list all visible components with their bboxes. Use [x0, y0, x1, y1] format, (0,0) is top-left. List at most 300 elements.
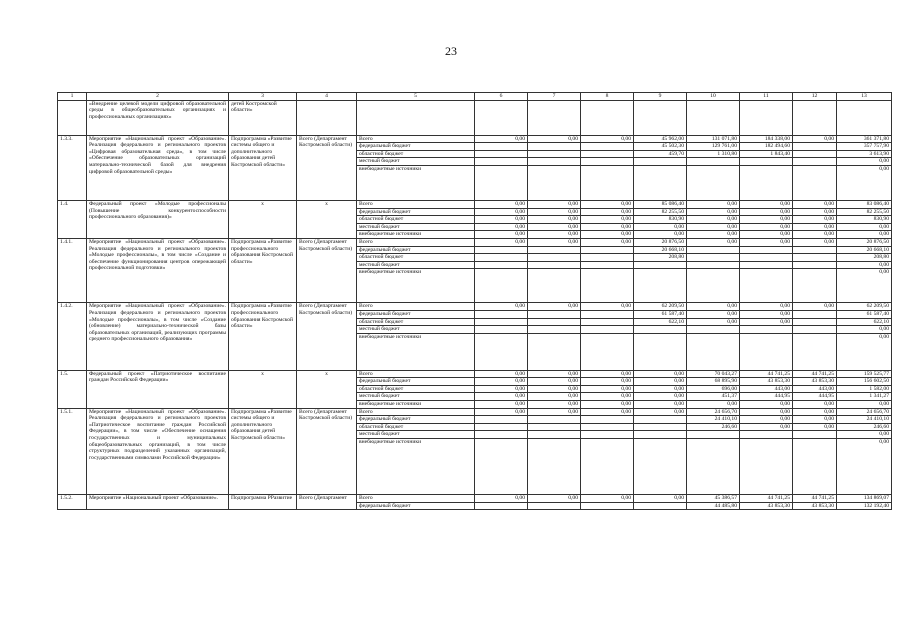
- value-cell: 0,00: [687, 200, 740, 208]
- value-cell: [528, 143, 581, 151]
- value-cell: [475, 333, 528, 370]
- value-cell: 0,00: [528, 208, 581, 216]
- value-cell: [634, 165, 687, 200]
- column-header: 12: [793, 93, 837, 101]
- source-cell: Всего: [357, 495, 475, 503]
- source-cell: федеральный бюджет: [357, 502, 475, 510]
- value-cell: 0,00: [634, 378, 687, 386]
- value-cell: [634, 158, 687, 166]
- value-cell: 0,00: [687, 238, 740, 246]
- source-cell: федеральный бюджет: [357, 246, 475, 254]
- value-cell: [581, 431, 634, 439]
- value-cell: 0,00: [581, 231, 634, 239]
- program-cell: Подпрограмма РРазвитие: [229, 495, 297, 510]
- executor-cell: Всего (Департамент Костромской области): [297, 238, 357, 302]
- value-cell: [740, 439, 793, 495]
- value-cell: 0,00: [837, 431, 892, 439]
- value-cell: 0,00: [581, 408, 634, 416]
- name-cell: Федеральный проект «Молодые профессионалы (Повышение конкурентоспособности профессионального образования)»: [87, 200, 229, 238]
- value-cell: 0,00: [634, 223, 687, 231]
- value-cell: [687, 269, 740, 303]
- code-cell: 1.5.1.: [58, 408, 87, 494]
- value-cell: 24 656,70: [837, 408, 892, 416]
- value-cell: 0,00: [740, 216, 793, 224]
- value-cell: 0,00: [837, 223, 892, 231]
- value-cell: [687, 165, 740, 200]
- value-cell: [581, 416, 634, 424]
- program-cell: Подпрограмма «Развитие профессионального образования Костромской области»: [229, 238, 297, 302]
- source-cell: областной бюджет: [357, 216, 475, 224]
- value-cell: 0,00: [634, 370, 687, 378]
- value-cell: [634, 439, 687, 495]
- name-cell: «Внедрение целевой модели цифровой образовательной среды в общеобразовательных организациях и профессиональных организациях»: [87, 100, 229, 135]
- source-cell: Всего: [357, 370, 475, 378]
- value-cell: [793, 318, 837, 326]
- source-cell: внебюджетные источники: [357, 165, 475, 200]
- source-cell: Всего: [357, 408, 475, 416]
- value-cell: [581, 254, 634, 262]
- value-cell: [475, 423, 528, 431]
- name-cell: Мероприятие «Национальный проект «Образование». Реализация федерального и регионального проектов «Молодые профессионалы», в том числе «Создание и обеспечение функционирования центров опережающей профессиональной подготовки»: [87, 238, 229, 302]
- value-cell: 20 876,50: [634, 238, 687, 246]
- value-cell: 0,00: [793, 423, 837, 431]
- value-cell: 0,00: [740, 401, 793, 409]
- value-cell: 0,00: [740, 416, 793, 424]
- value-cell: 0,00: [528, 370, 581, 378]
- value-cell: [793, 326, 837, 334]
- empty-cell: [297, 100, 357, 135]
- table-row: [58, 303, 892, 311]
- value-cell: 0,00: [581, 238, 634, 246]
- empty-cell: [793, 100, 837, 135]
- value-cell: 0,00: [634, 401, 687, 409]
- value-cell: 20 668,10: [634, 246, 687, 254]
- value-cell: [528, 502, 581, 510]
- column-header: 8: [581, 93, 634, 101]
- value-cell: 0,00: [740, 223, 793, 231]
- value-cell: [740, 326, 793, 334]
- source-cell: внебюджетные источники: [357, 231, 475, 239]
- value-cell: 82 255,50: [837, 208, 892, 216]
- value-cell: 45 386,57: [687, 495, 740, 503]
- value-cell: [581, 310, 634, 318]
- value-cell: [475, 431, 528, 439]
- value-cell: 0,00: [793, 216, 837, 224]
- value-cell: [528, 150, 581, 158]
- value-cell: 0,00: [528, 303, 581, 311]
- empty-cell: [475, 100, 528, 135]
- value-cell: 20 876,50: [837, 238, 892, 246]
- value-cell: [634, 269, 687, 303]
- value-cell: 43 853,30: [740, 378, 793, 386]
- value-cell: 696,00: [687, 385, 740, 393]
- value-cell: [687, 333, 740, 370]
- value-cell: [528, 333, 581, 370]
- value-cell: 0,00: [793, 135, 837, 143]
- value-cell: 0,00: [581, 495, 634, 503]
- source-cell: федеральный бюджет: [357, 310, 475, 318]
- value-cell: 0,00: [740, 423, 793, 431]
- source-cell: Всего: [357, 303, 475, 311]
- value-cell: 24 410,10: [687, 416, 740, 424]
- value-cell: 443,00: [740, 385, 793, 393]
- value-cell: 70 043,27: [687, 370, 740, 378]
- value-cell: [528, 246, 581, 254]
- continued-row: [58, 100, 892, 135]
- value-cell: 0,00: [475, 401, 528, 409]
- source-cell: областной бюджет: [357, 254, 475, 262]
- value-cell: 0,00: [837, 269, 892, 303]
- column-header: 6: [475, 93, 528, 101]
- value-cell: [528, 318, 581, 326]
- source-cell: федеральный бюджет: [357, 416, 475, 424]
- value-cell: 0,00: [634, 231, 687, 239]
- value-cell: 0,00: [581, 208, 634, 216]
- name-cell: Мероприятие «Национальный проект «Образование». Реализация федерального и регионального проектов «Цифровая образовательная среда», в том числе «Обеспечение образовательных организаций материально-технической базой для внедрения цифровой образовательной среды»: [87, 135, 229, 200]
- program-cell: детей Костромской области»: [229, 100, 297, 135]
- source-cell: местный бюджет: [357, 326, 475, 334]
- value-cell: 0,00: [528, 200, 581, 208]
- program-cell: Подпрограмма «Развитие системы общего и дополнительного образования детей Костромской области»: [229, 135, 297, 200]
- value-cell: [687, 431, 740, 439]
- empty-cell: [357, 100, 475, 135]
- value-cell: [634, 431, 687, 439]
- value-cell: 0,00: [475, 200, 528, 208]
- value-cell: [740, 158, 793, 166]
- executor-cell: x: [297, 370, 357, 408]
- value-cell: 61 587,40: [837, 310, 892, 318]
- value-cell: 0,00: [528, 495, 581, 503]
- value-cell: 0,00: [687, 216, 740, 224]
- value-cell: [793, 269, 837, 303]
- value-cell: [793, 431, 837, 439]
- source-cell: местный бюджет: [357, 393, 475, 401]
- value-cell: 182 494,60: [740, 143, 793, 151]
- value-cell: [475, 269, 528, 303]
- empty-cell: [528, 100, 581, 135]
- value-cell: 184 338,00: [740, 135, 793, 143]
- value-cell: 0,00: [793, 416, 837, 424]
- empty-cell: [740, 100, 793, 135]
- value-cell: 0,00: [528, 393, 581, 401]
- value-cell: [475, 318, 528, 326]
- value-cell: 0,00: [528, 238, 581, 246]
- value-cell: 62 209,50: [634, 303, 687, 311]
- value-cell: [687, 158, 740, 166]
- column-header: 13: [837, 93, 892, 101]
- value-cell: [475, 310, 528, 318]
- value-cell: 0,00: [634, 408, 687, 416]
- page-number: 23: [445, 44, 457, 58]
- value-cell: 0,00: [687, 208, 740, 216]
- value-cell: 0,00: [528, 385, 581, 393]
- column-header: 5: [357, 93, 475, 101]
- source-cell: областной бюджет: [357, 385, 475, 393]
- executor-cell: Всего (Департамент Костромской области): [297, 303, 357, 370]
- value-cell: [793, 158, 837, 166]
- column-header: 9: [634, 93, 687, 101]
- value-cell: 622,10: [634, 318, 687, 326]
- value-cell: [581, 333, 634, 370]
- value-cell: [581, 269, 634, 303]
- value-cell: 830,90: [837, 216, 892, 224]
- value-cell: [475, 261, 528, 269]
- value-cell: [581, 150, 634, 158]
- source-cell: внебюджетные источники: [357, 269, 475, 303]
- value-cell: 132 192,40: [837, 502, 892, 510]
- value-cell: 0,00: [475, 135, 528, 143]
- value-cell: 0,00: [687, 310, 740, 318]
- value-cell: 44 741,25: [740, 370, 793, 378]
- value-cell: [475, 502, 528, 510]
- value-cell: [793, 261, 837, 269]
- value-cell: 0,00: [837, 261, 892, 269]
- value-cell: 0,00: [740, 208, 793, 216]
- value-cell: [528, 261, 581, 269]
- value-cell: [793, 165, 837, 200]
- value-cell: 82 255,50: [634, 208, 687, 216]
- source-cell: Всего: [357, 200, 475, 208]
- source-cell: Всего: [357, 238, 475, 246]
- value-cell: [581, 246, 634, 254]
- source-cell: Всего: [357, 135, 475, 143]
- value-cell: 129 761,00: [687, 143, 740, 151]
- value-cell: 1 843,40: [740, 150, 793, 158]
- value-cell: 443,00: [793, 385, 837, 393]
- value-cell: [687, 261, 740, 269]
- value-cell: 0,00: [793, 208, 837, 216]
- value-cell: [740, 254, 793, 262]
- value-cell: [581, 261, 634, 269]
- value-cell: [793, 150, 837, 158]
- value-cell: 61 587,40: [634, 310, 687, 318]
- source-cell: федеральный бюджет: [357, 143, 475, 151]
- value-cell: 1 341,27: [837, 393, 892, 401]
- value-cell: [581, 423, 634, 431]
- executor-cell: Всего (Департамент Костромской области): [297, 408, 357, 494]
- value-cell: [740, 261, 793, 269]
- value-cell: 0,00: [740, 318, 793, 326]
- value-cell: 0,00: [581, 303, 634, 311]
- value-cell: [528, 431, 581, 439]
- value-cell: [687, 246, 740, 254]
- value-cell: 0,00: [581, 223, 634, 231]
- name-cell: Мероприятие «Национальный проект «Образование».: [87, 495, 229, 510]
- source-cell: областной бюджет: [357, 318, 475, 326]
- value-cell: 0,00: [475, 385, 528, 393]
- name-cell: Мероприятие «Национальный проект «Образование». Реализация федерального и регионального проектов «Молодые профессионалы», в том числе «Создание (обновление) материально-технической базы образовательных организаций, реализующих программы среднего профессионального образования»: [87, 303, 229, 370]
- value-cell: 83 086,40: [837, 200, 892, 208]
- value-cell: [528, 416, 581, 424]
- value-cell: [634, 416, 687, 424]
- value-cell: 0,00: [740, 231, 793, 239]
- value-cell: 44 741,25: [793, 370, 837, 378]
- empty-cell: [837, 100, 892, 135]
- source-cell: местный бюджет: [357, 431, 475, 439]
- value-cell: 0,00: [793, 200, 837, 208]
- value-cell: 0,00: [687, 303, 740, 311]
- value-cell: 0,00: [740, 303, 793, 311]
- value-cell: 0,00: [528, 216, 581, 224]
- value-cell: 0,00: [475, 216, 528, 224]
- value-cell: [634, 261, 687, 269]
- value-cell: 0,00: [528, 231, 581, 239]
- value-cell: 0,00: [528, 135, 581, 143]
- table-row: [58, 408, 892, 416]
- value-cell: 0,00: [837, 333, 892, 370]
- value-cell: [793, 246, 837, 254]
- program-cell: x: [229, 370, 297, 408]
- executor-cell: x: [297, 200, 357, 238]
- value-cell: 0,00: [634, 393, 687, 401]
- program-cell: x: [229, 200, 297, 238]
- value-cell: 0,00: [793, 401, 837, 409]
- value-cell: [528, 269, 581, 303]
- value-cell: 208,80: [837, 254, 892, 262]
- empty-cell: [687, 100, 740, 135]
- value-cell: 0,00: [837, 439, 892, 495]
- value-cell: [793, 310, 837, 318]
- value-cell: 0,00: [475, 495, 528, 503]
- value-cell: 357 757,90: [837, 143, 892, 151]
- value-cell: 444,95: [740, 393, 793, 401]
- value-cell: [740, 269, 793, 303]
- value-cell: 1 582,00: [837, 385, 892, 393]
- source-cell: внебюджетные источники: [357, 439, 475, 495]
- value-cell: 0,00: [475, 393, 528, 401]
- value-cell: [634, 333, 687, 370]
- value-cell: 0,00: [581, 401, 634, 409]
- value-cell: [528, 165, 581, 200]
- source-cell: областной бюджет: [357, 423, 475, 431]
- value-cell: 44 741,25: [740, 495, 793, 503]
- source-cell: областной бюджет: [357, 150, 475, 158]
- value-cell: 0,00: [581, 200, 634, 208]
- name-cell: Федеральный проект «Патриотическое воспитание граждан Российской Федерации»: [87, 370, 229, 408]
- value-cell: 20 668,10: [837, 246, 892, 254]
- value-cell: 444,95: [793, 393, 837, 401]
- value-cell: [793, 333, 837, 370]
- column-header: 1: [58, 93, 87, 101]
- value-cell: 0,00: [475, 223, 528, 231]
- value-cell: [528, 310, 581, 318]
- value-cell: 361 371,80: [837, 135, 892, 143]
- value-cell: [581, 439, 634, 495]
- value-cell: 0,00: [581, 385, 634, 393]
- value-cell: 0,00: [475, 408, 528, 416]
- value-cell: [634, 423, 687, 431]
- value-cell: 622,10: [837, 318, 892, 326]
- value-cell: 0,00: [740, 310, 793, 318]
- budget-table: [57, 92, 892, 510]
- value-cell: 0,00: [687, 231, 740, 239]
- value-cell: 0,00: [528, 378, 581, 386]
- value-cell: [581, 502, 634, 510]
- value-cell: 43 853,30: [793, 378, 837, 386]
- header-row: [58, 93, 892, 101]
- code-cell: 1.4.: [58, 200, 87, 238]
- value-cell: 830,90: [634, 216, 687, 224]
- value-cell: 156 602,50: [837, 378, 892, 386]
- value-cell: 0,00: [740, 200, 793, 208]
- value-cell: 0,00: [475, 370, 528, 378]
- value-cell: [475, 158, 528, 166]
- value-cell: [793, 439, 837, 495]
- program-cell: Подпрограмма «Развитие системы общего и дополнительного образования детей Костромской области»: [229, 408, 297, 494]
- table-row: [58, 238, 892, 246]
- value-cell: [528, 326, 581, 334]
- value-cell: [528, 158, 581, 166]
- value-cell: 134 869,07: [837, 495, 892, 503]
- value-cell: [687, 326, 740, 334]
- program-cell: Подпрограмма «Развитие профессионального образования Костромской области»: [229, 303, 297, 370]
- value-cell: 0,00: [837, 401, 892, 409]
- value-cell: 0,00: [793, 408, 837, 416]
- value-cell: [740, 431, 793, 439]
- value-cell: 45 502,30: [634, 143, 687, 151]
- value-cell: [740, 246, 793, 254]
- value-cell: 0,00: [793, 238, 837, 246]
- value-cell: [581, 165, 634, 200]
- value-cell: [475, 165, 528, 200]
- value-cell: 24 410,10: [837, 416, 892, 424]
- value-cell: 0,00: [687, 401, 740, 409]
- value-cell: 0,00: [528, 223, 581, 231]
- source-cell: местный бюджет: [357, 223, 475, 231]
- source-cell: местный бюджет: [357, 158, 475, 166]
- value-cell: [475, 150, 528, 158]
- value-cell: 0,00: [687, 318, 740, 326]
- value-cell: 451,37: [687, 393, 740, 401]
- value-cell: 131 071,80: [687, 135, 740, 143]
- table-row: [58, 370, 892, 378]
- value-cell: [740, 333, 793, 370]
- value-cell: 0,00: [793, 303, 837, 311]
- column-header: 4: [297, 93, 357, 101]
- source-cell: внебюджетные источники: [357, 333, 475, 370]
- column-header: 11: [740, 93, 793, 101]
- value-cell: 68 895,90: [687, 378, 740, 386]
- empty-cell: [634, 100, 687, 135]
- value-cell: 85 086,40: [634, 200, 687, 208]
- value-cell: 0,00: [740, 238, 793, 246]
- value-cell: [475, 416, 528, 424]
- source-cell: федеральный бюджет: [357, 378, 475, 386]
- value-cell: 0,00: [581, 216, 634, 224]
- code-cell: 1.5.: [58, 370, 87, 408]
- value-cell: [634, 502, 687, 510]
- table-row: [58, 200, 892, 208]
- value-cell: [740, 165, 793, 200]
- value-cell: [475, 326, 528, 334]
- value-cell: [475, 254, 528, 262]
- column-header: 3: [229, 93, 297, 101]
- value-cell: [793, 143, 837, 151]
- value-cell: [687, 254, 740, 262]
- name-cell: Мероприятие «Национальный проект «Образование». Реализация федерального и регионального проектов «Патриотическое воспитание граждан Российской Федерации», в том числе «Обеспечение оснащения государственных и муниципальных общеобразовательных организаций, в том числе структурных подразделений указанных организаций, государственными символами Российской Федерации»: [87, 408, 229, 494]
- executor-cell: Всего (Департамент: [297, 495, 357, 510]
- value-cell: 0,00: [740, 408, 793, 416]
- value-cell: [528, 423, 581, 431]
- source-cell: местный бюджет: [357, 261, 475, 269]
- value-cell: 0,00: [528, 408, 581, 416]
- value-cell: 0,00: [581, 378, 634, 386]
- value-cell: 459,70: [634, 150, 687, 158]
- value-cell: 0,00: [687, 223, 740, 231]
- value-cell: 0,00: [837, 231, 892, 239]
- code-cell: [58, 100, 87, 135]
- value-cell: [634, 326, 687, 334]
